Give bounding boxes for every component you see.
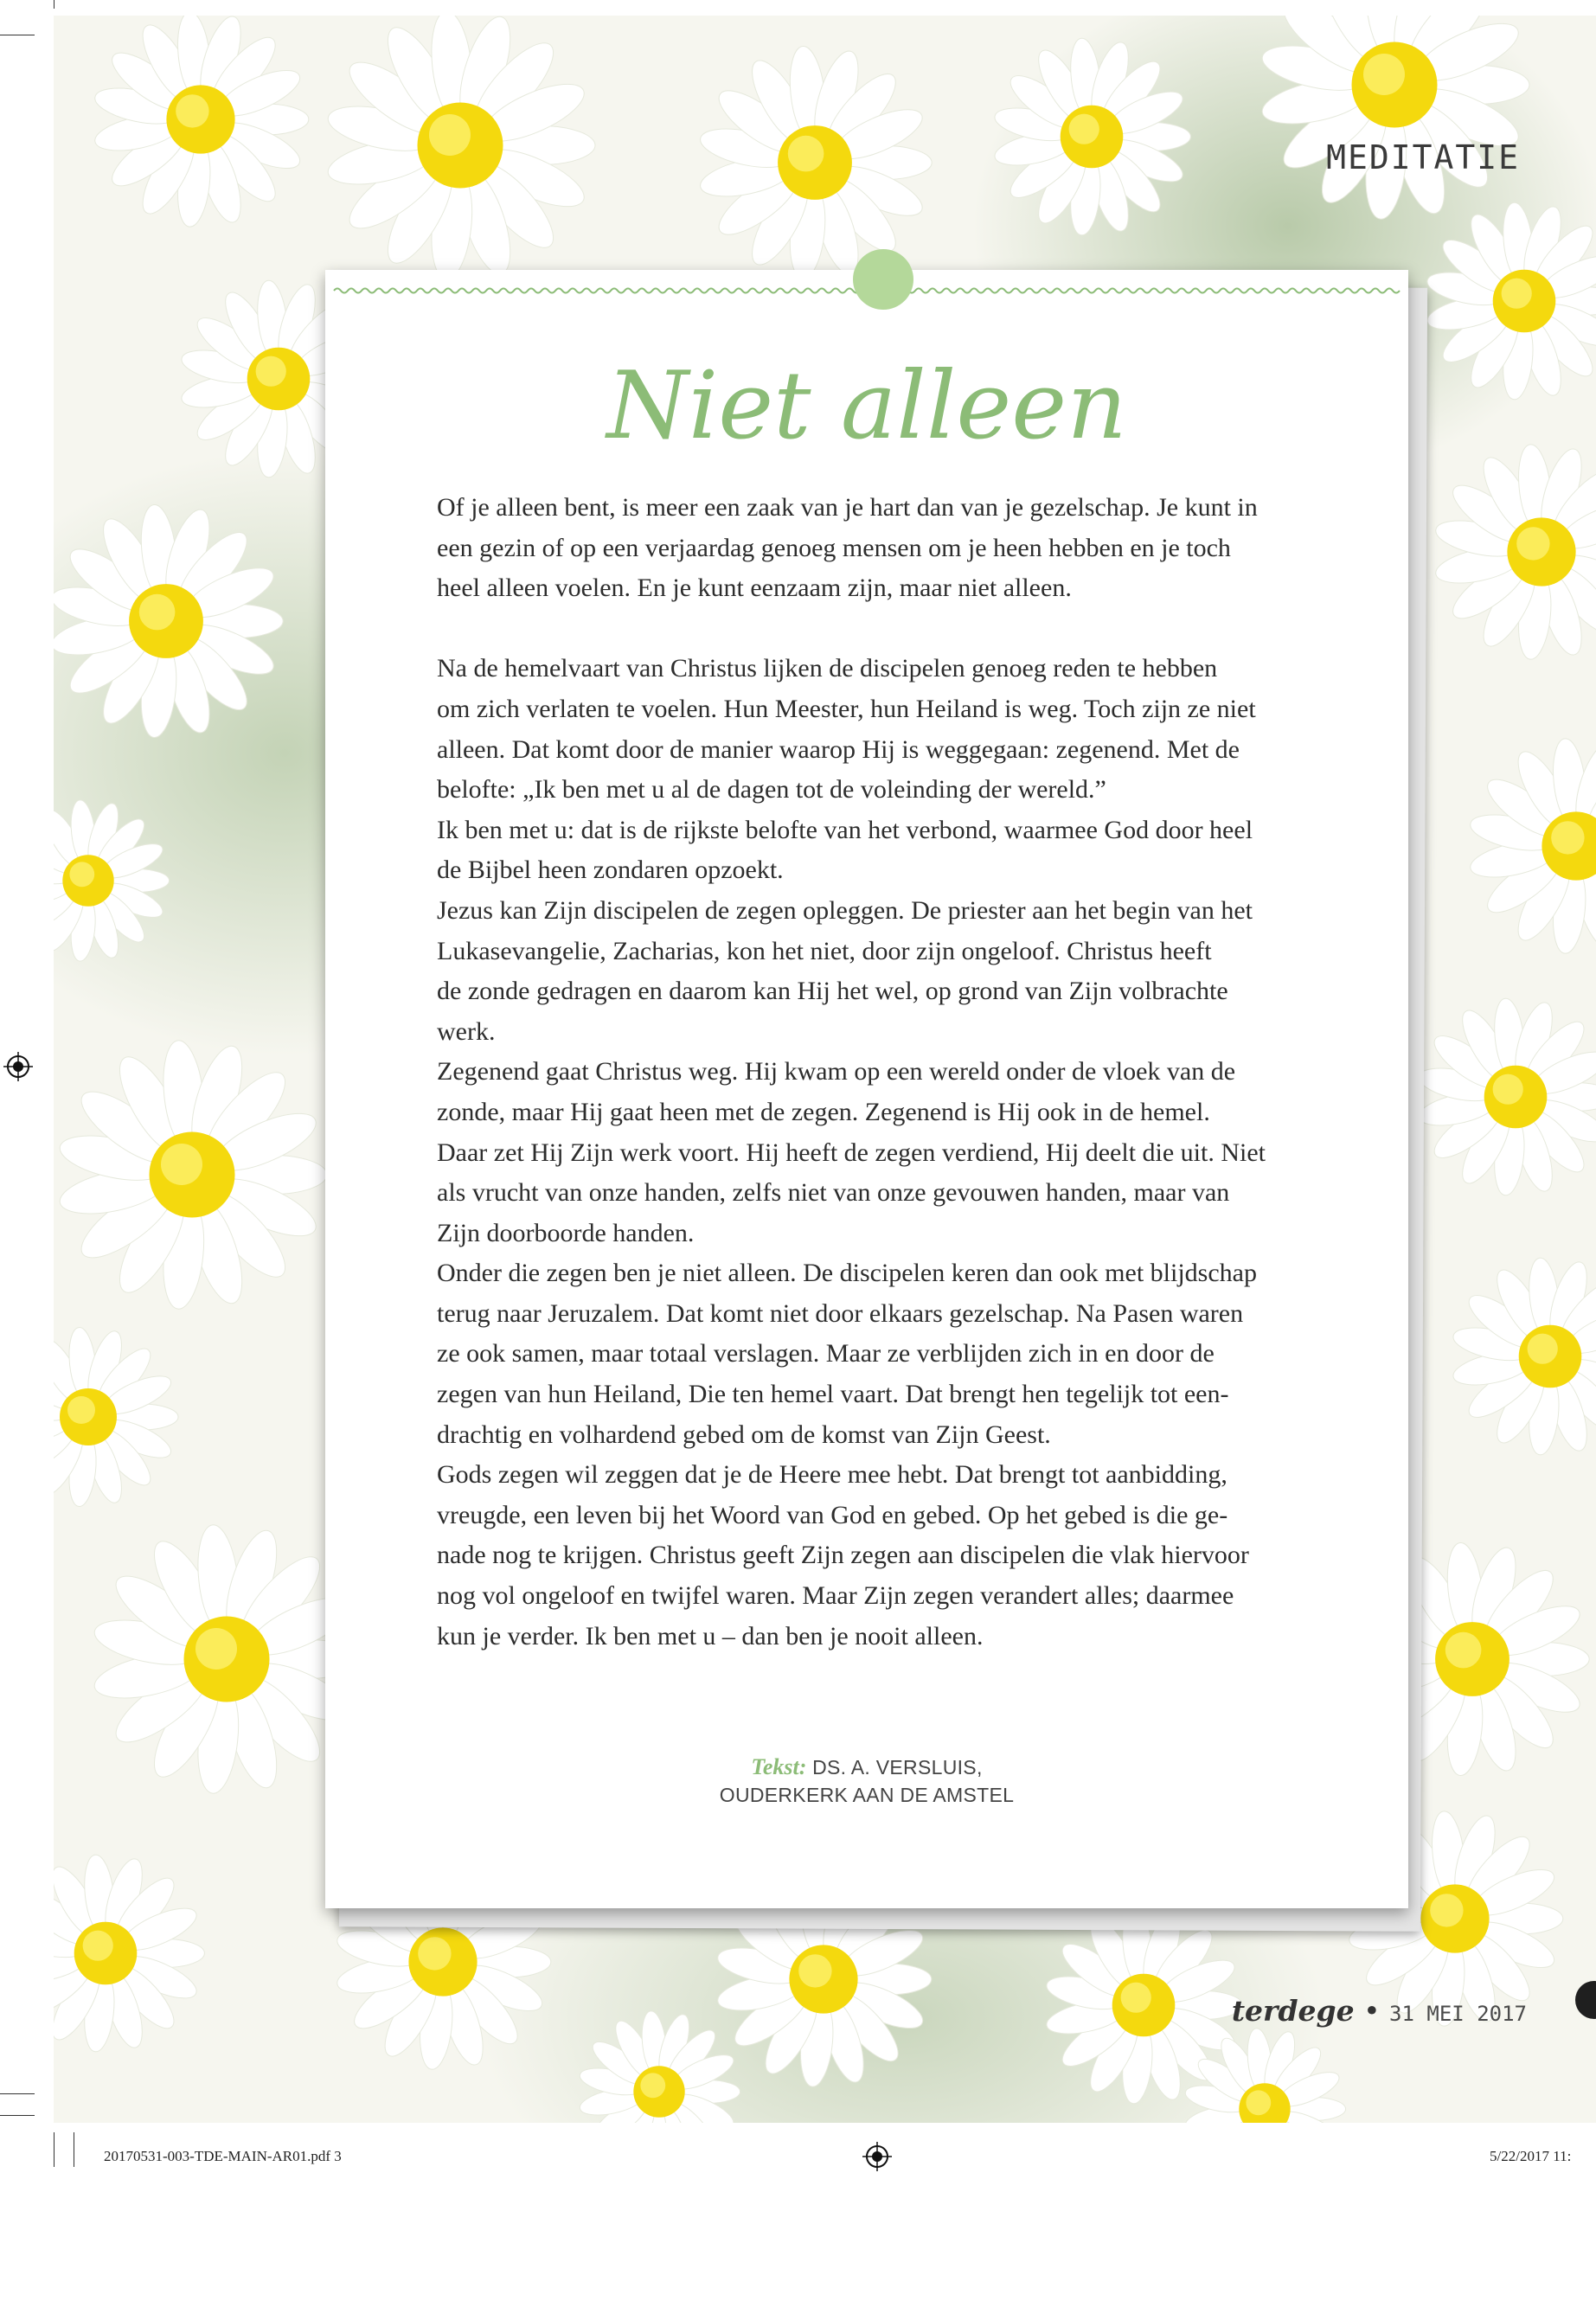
article-card <box>325 270 1408 1908</box>
footer-separator: • <box>1363 1994 1381 2028</box>
registration-mark-icon <box>862 2142 892 2171</box>
chamomile-flower <box>1425 202 1596 401</box>
body-line: Jezus kan Zijn discipelen de zegen opleggen. De priester aan het begin van het <box>437 895 1253 925</box>
body-line: vreugde, een leven bij het Woord van God en gebed. Op het gebed is die ge- <box>437 1500 1228 1529</box>
body-line: Zegenend gaat Christus weg. Hij kwam op een wereld onder de vloek van de <box>437 1057 1236 1086</box>
chamomile-flower <box>54 799 170 963</box>
chamomile-flower <box>91 1523 362 1796</box>
issue-date: 31 MEI 2017 <box>1389 2002 1527 2026</box>
body-line: heel alleen voelen. En je kunt eenzaam zijn, maar niet alleen. <box>437 574 1072 603</box>
magazine-footer <box>1232 1994 1527 2028</box>
credit-place: OUDERKERK AAN DE AMSTEL <box>719 1784 1015 1806</box>
chamomile-flower <box>992 37 1191 237</box>
chamomile-flower <box>92 16 309 228</box>
credit-label: Tekst: <box>751 1754 807 1779</box>
chamomile-flower <box>1416 997 1596 1197</box>
body-line: kun je verder. Ik ben met u – dan ben je nooit alleen. <box>437 1621 984 1650</box>
chamomile-flower <box>54 1326 178 1508</box>
body-line: drachtig en volhardend gebed om de komst van Zijn Geest. <box>437 1420 1051 1449</box>
body-line: een gezin of op een verjaardag genoeg mensen om je heen hebben en je toch <box>437 533 1231 562</box>
chamomile-flower <box>578 2010 740 2123</box>
body-line: Onder die zegen ben je niet alleen. De discipelen keren dan ook met blijdschap <box>437 1259 1257 1288</box>
body-line: nade nog te krijgen. Christus geeft Zijn zegen aan discipelen die vlak hiervoor <box>437 1541 1249 1570</box>
article-title: Niet alleen <box>606 352 1127 460</box>
body-line: Daar zet Hij Zijn werk voort. Hij heeft de zegen verdiend, Hij deelt die uit. Niet <box>437 1138 1266 1167</box>
magazine-brand: terdege <box>1231 1994 1355 2028</box>
print-slug-datetime: 5/22/2017 11: <box>1490 2148 1572 2164</box>
body-line: zonde, maar Hij gaat heen met de zegen. Zegenend is Hij ook in de hemel. <box>437 1097 1210 1126</box>
chamomile-flower <box>324 16 595 281</box>
body-line: terug naar Jeruzalem. Dat komt niet door elkaars gezelschap. Na Pasen waren <box>437 1298 1244 1328</box>
body-line: nog vol ongeloof en twijfel waren. Maar Zijn zegen verandert alles; daarmee <box>437 1581 1234 1611</box>
chamomile-flower <box>56 1039 327 1311</box>
paragraph-gap <box>437 609 1302 650</box>
body-line: als vrucht van onze handen, zelfs niet van onze gevouwen handen, maar van <box>437 1178 1230 1208</box>
body-line: Ik ben met u: dat is de rijkste belofte van het verbond, waarmee God door heel <box>437 815 1253 844</box>
body-line: om zich verlaten te voelen. Hun Meester, hun Heiland is weg. Toch zijn ze niet <box>437 694 1256 723</box>
body-line: Na de hemelvaart van Christus lijken de discipelen genoeg reden te hebben <box>437 654 1218 683</box>
body-line: ze ook samen, maar totaal verslagen. Maar ze verblijden zich in en door de <box>437 1339 1215 1368</box>
body-line: Gods zegen wil zeggen dat je de Heere mee hebt. Dat brengt tot aanbidding, <box>437 1460 1227 1490</box>
crop-mark <box>0 2115 35 2116</box>
print-slug-filename: 20170531-003-TDE-MAIN-AR01.pdf 3 <box>104 2148 342 2164</box>
chamomile-flower <box>54 503 283 740</box>
chamomile-flower <box>1259 16 1529 221</box>
credit-author: DS. A. VERSLUIS, <box>812 1756 983 1779</box>
body-line: de zonde gedragen en daarom kan Hij het wel, op grond van Zijn volbrachte <box>437 977 1228 1006</box>
registration-mark-icon <box>3 1052 33 1081</box>
body-line: Of je alleen bent, is meer een zaak van je hart dan van je gezelschap. Je kunt in <box>437 493 1258 522</box>
body-line: werk. <box>437 1016 496 1046</box>
chamomile-flower <box>1433 443 1596 661</box>
chamomile-flower <box>1467 737 1596 955</box>
article-body <box>437 488 1302 1657</box>
chamomile-flower <box>697 45 932 281</box>
body-line: Lukasevangelie, Zacharias, kon het niet, door zijn ongeloof. Christus heeft <box>437 936 1212 965</box>
body-line: belofte: „Ik ben met u al de dagen tot de voleinding der wereld.” <box>437 775 1106 804</box>
body-line: Zijn doorboorde handen. <box>437 1218 695 1247</box>
body-line: alleen. Dat komt door de manier waarop Hij is weggegaan: zegenend. Met de <box>437 734 1240 764</box>
crop-mark <box>0 2093 35 2094</box>
body-line: zegen van hun Heiland, Die ten hemel vaart. Dat brengt hen tegelijk tot een- <box>437 1380 1229 1409</box>
body-line: de Bijbel heen zondaren opzoekt. <box>437 856 784 885</box>
chamomile-flower <box>1451 1257 1596 1457</box>
chamomile-flower <box>54 1854 204 2054</box>
green-dot-ornament <box>853 249 913 310</box>
section-label: MEDITATIE <box>1326 138 1520 176</box>
article-credit <box>325 1753 1408 1809</box>
